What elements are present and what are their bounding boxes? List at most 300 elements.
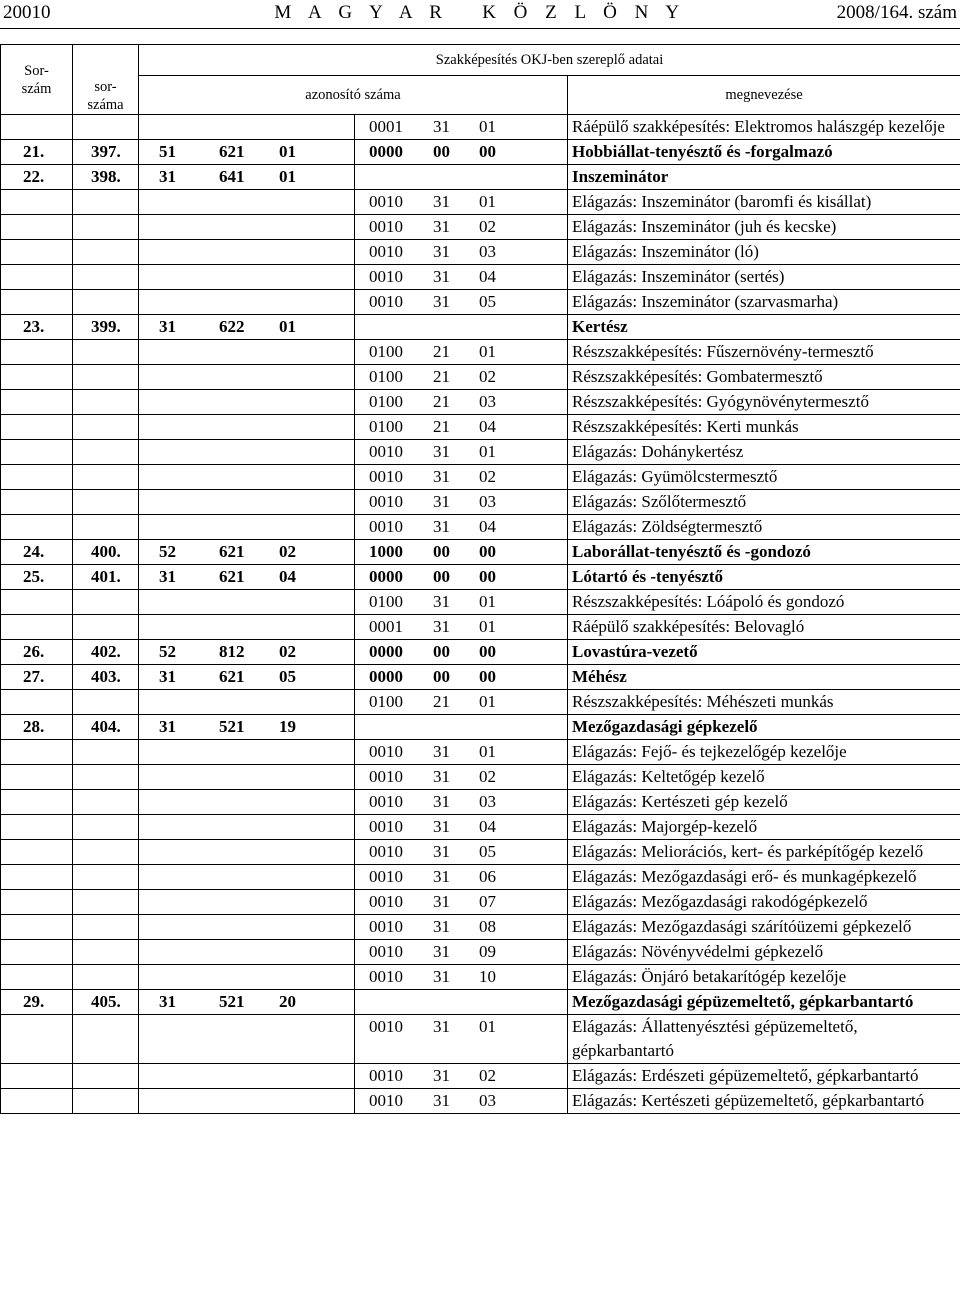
branch-code-part: 00: [433, 542, 450, 561]
row-name: Elágazás: Inszeminátor (baromfi és kisállat): [568, 190, 960, 215]
branch-code-part: 0010: [369, 492, 403, 511]
branch-code-part: 04: [479, 817, 496, 836]
table-row: [1, 1089, 960, 1114]
page-header: [0, 0, 960, 26]
row-branch-code: [355, 1089, 568, 1114]
branch-code-part: 0010: [369, 1066, 403, 1085]
branch-code-part: 0010: [369, 842, 403, 861]
row-alsorszam: [73, 965, 139, 990]
branch-code-part: 0010: [369, 742, 403, 761]
row-identifier: [139, 690, 355, 715]
row-branch-code: [355, 215, 568, 240]
row-name: Laborállat-tenyésztő és -gondozó: [568, 540, 960, 565]
table-row: [1, 515, 960, 540]
row-name: Elágazás: Mezőgazdasági erő- és munkagépkezelő: [568, 865, 960, 890]
branch-code-part: 31: [433, 767, 450, 786]
branch-code-part: 01: [479, 192, 496, 211]
row-sorszam: [1, 915, 73, 940]
branch-code-part: 00: [433, 567, 450, 586]
row-name: Elágazás: Meliorációs, kert- és parképítőgép kezelő: [568, 840, 960, 865]
row-branch-code: [355, 740, 568, 765]
table-row: [1, 365, 960, 390]
branch-code-part: 06: [479, 867, 496, 886]
identifier-part: 621: [219, 567, 245, 586]
row-identifier: [139, 840, 355, 865]
row-name: Méhész: [568, 665, 960, 690]
branch-code-part: 31: [433, 617, 450, 636]
branch-code-part: 0010: [369, 817, 403, 836]
branch-code-part: 03: [479, 492, 496, 511]
row-branch-code: [355, 940, 568, 965]
row-alsorszam: [73, 415, 139, 440]
row-name: Részszakképesítés: Gombatermesztő: [568, 365, 960, 390]
branch-code-part: 0100: [369, 417, 403, 436]
row-identifier: [139, 565, 355, 590]
qualification-table: [0, 44, 960, 1114]
branch-code-part: 0000: [369, 667, 403, 686]
table-body: [1, 115, 960, 1114]
row-name: Lovastúra-vezető: [568, 640, 960, 665]
row-name: Elágazás: Mezőgazdasági szárítóüzemi gépkezelő: [568, 915, 960, 940]
branch-code-part: 0010: [369, 1017, 403, 1036]
table-row: [1, 915, 960, 940]
row-sorszam: 27.: [1, 665, 73, 690]
branch-code-part: 00: [433, 142, 450, 161]
row-branch-code: [355, 390, 568, 415]
row-sorszam: [1, 815, 73, 840]
row-identifier: [139, 240, 355, 265]
identifier-part: 812: [219, 642, 245, 661]
row-alsorszam: [73, 465, 139, 490]
branch-code-part: 31: [433, 1017, 450, 1036]
branch-code-part: 31: [433, 867, 450, 886]
identifier-part: 31: [159, 567, 176, 586]
branch-code-part: 0010: [369, 767, 403, 786]
row-sorszam: 23.: [1, 315, 73, 340]
row-sorszam: [1, 615, 73, 640]
row-branch-code: [355, 1015, 568, 1064]
identifier-part: 621: [219, 542, 245, 561]
row-identifier: [139, 940, 355, 965]
table-row: [1, 990, 960, 1015]
col-header-group: Szakképesítés OKJ-ben szereplő adatai: [139, 45, 960, 76]
row-sorszam: 25.: [1, 565, 73, 590]
branch-code-part: 31: [433, 242, 450, 261]
row-sorszam: [1, 1015, 73, 1064]
row-identifier: [139, 665, 355, 690]
row-branch-code: [355, 790, 568, 815]
branch-code-part: 0010: [369, 792, 403, 811]
table-row: [1, 140, 960, 165]
row-alsorszam: [73, 790, 139, 815]
row-branch-code: [355, 115, 568, 140]
branch-code-part: 02: [479, 217, 496, 236]
identifier-part: 52: [159, 642, 176, 661]
row-name: Elágazás: Kertészeti gép kezelő: [568, 790, 960, 815]
table-row: [1, 390, 960, 415]
branch-code-part: 31: [433, 467, 450, 486]
branch-code-part: 00: [479, 567, 496, 586]
branch-code-part: 0000: [369, 642, 403, 661]
table-row: [1, 490, 960, 515]
row-alsorszam: [73, 1064, 139, 1089]
row-alsorszam: [73, 765, 139, 790]
row-name: Elágazás: Keltetőgép kezelő: [568, 765, 960, 790]
table-row: [1, 740, 960, 765]
row-branch-code: [355, 465, 568, 490]
row-name: Mezőgazdasági gépüzemeltető, gépkarbantartó: [568, 990, 960, 1015]
branch-code-part: 31: [433, 292, 450, 311]
branch-code-part: 0010: [369, 217, 403, 236]
branch-code-part: 0100: [369, 367, 403, 386]
row-sorszam: [1, 290, 73, 315]
row-name: Elágazás: Dohánykertész: [568, 440, 960, 465]
row-sorszam: [1, 765, 73, 790]
row-branch-code: [355, 965, 568, 990]
row-sorszam: [1, 115, 73, 140]
branch-code-part: 31: [433, 842, 450, 861]
branch-code-part: 00: [479, 667, 496, 686]
branch-code-part: 01: [479, 1017, 496, 1036]
branch-code-part: 31: [433, 117, 450, 136]
table-row: [1, 965, 960, 990]
table-row: [1, 240, 960, 265]
header-rule: [0, 28, 960, 29]
branch-code-part: 0010: [369, 517, 403, 536]
row-name: Kertész: [568, 315, 960, 340]
row-alsorszam: [73, 590, 139, 615]
branch-code-part: 0100: [369, 392, 403, 411]
row-alsorszam: 398.: [73, 165, 139, 190]
row-branch-code: [355, 590, 568, 615]
row-alsorszam: [73, 265, 139, 290]
branch-code-part: 31: [433, 192, 450, 211]
table-row: [1, 815, 960, 840]
branch-code-part: 0001: [369, 117, 403, 136]
branch-code-part: 03: [479, 242, 496, 261]
row-alsorszam: [73, 815, 139, 840]
row-alsorszam: 397.: [73, 140, 139, 165]
row-branch-code: [355, 265, 568, 290]
branch-code-part: 0000: [369, 567, 403, 586]
branch-code-part: 05: [479, 842, 496, 861]
table-row: [1, 690, 960, 715]
row-identifier: [139, 390, 355, 415]
row-identifier: [139, 440, 355, 465]
branch-code-part: 31: [433, 792, 450, 811]
issue-number: 2008/164. szám: [836, 2, 957, 23]
branch-code-part: 01: [479, 692, 496, 711]
page-number: 20010: [3, 2, 51, 23]
branch-code-part: 01: [479, 592, 496, 611]
branch-code-part: 31: [433, 517, 450, 536]
row-identifier: [139, 215, 355, 240]
branch-code-part: 0010: [369, 1091, 403, 1110]
row-sorszam: [1, 465, 73, 490]
row-sorszam: [1, 740, 73, 765]
row-alsorszam: [73, 340, 139, 365]
row-identifier: [139, 265, 355, 290]
branch-code-part: 31: [433, 742, 450, 761]
branch-code-part: 04: [479, 267, 496, 286]
row-name: Elágazás: Fejő- és tejkezelőgép kezelője: [568, 740, 960, 765]
row-sorszam: [1, 390, 73, 415]
row-alsorszam: 403.: [73, 665, 139, 690]
row-identifier: [139, 415, 355, 440]
row-alsorszam: [73, 515, 139, 540]
branch-code-part: 31: [433, 917, 450, 936]
row-branch-code: [355, 190, 568, 215]
branch-code-part: 0000: [369, 142, 403, 161]
branch-code-part: 0010: [369, 442, 403, 461]
branch-code-part: 01: [479, 117, 496, 136]
row-sorszam: 26.: [1, 640, 73, 665]
branch-code-part: 0100: [369, 592, 403, 611]
row-name: Mezőgazdasági gépkezelő: [568, 715, 960, 740]
identifier-part: 04: [279, 567, 296, 586]
row-identifier: [139, 990, 355, 1015]
row-identifier: [139, 540, 355, 565]
row-name: Elágazás: Mezőgazdasági rakodógépkezelő: [568, 890, 960, 915]
identifier-part: 19: [279, 717, 296, 736]
row-branch-code: [355, 365, 568, 390]
row-sorszam: [1, 790, 73, 815]
branch-code-part: 04: [479, 417, 496, 436]
branch-code-part: 04: [479, 517, 496, 536]
row-name: Inszeminátor: [568, 165, 960, 190]
row-name: Ráépülő szakképesítés: Belovagló: [568, 615, 960, 640]
row-sorszam: [1, 490, 73, 515]
table-row: [1, 615, 960, 640]
row-identifier: [139, 640, 355, 665]
table-row: [1, 890, 960, 915]
row-sorszam: [1, 965, 73, 990]
identifier-part: 31: [159, 317, 176, 336]
row-alsorszam: [73, 915, 139, 940]
journal-title: M A G Y A R K Ö Z L Ö N Y: [274, 2, 686, 23]
row-sorszam: [1, 865, 73, 890]
table-row: [1, 165, 960, 190]
row-sorszam: [1, 515, 73, 540]
branch-code-part: 0010: [369, 967, 403, 986]
row-alsorszam: [73, 890, 139, 915]
row-identifier: [139, 790, 355, 815]
row-alsorszam: [73, 840, 139, 865]
table-row: [1, 340, 960, 365]
row-alsorszam: [73, 365, 139, 390]
row-identifier: [139, 590, 355, 615]
identifier-part: 20: [279, 992, 296, 1011]
identifier-part: 621: [219, 142, 245, 161]
row-alsorszam: [73, 115, 139, 140]
row-alsorszam: [73, 1015, 139, 1064]
table-row: [1, 465, 960, 490]
table-row: [1, 665, 960, 690]
branch-code-part: 0010: [369, 942, 403, 961]
branch-code-part: 31: [433, 492, 450, 511]
row-name: Elágazás: Inszeminátor (juh és kecske): [568, 215, 960, 240]
table-row: [1, 215, 960, 240]
identifier-part: 521: [219, 717, 245, 736]
row-sorszam: [1, 415, 73, 440]
branch-code-part: 07: [479, 892, 496, 911]
identifier-part: 31: [159, 717, 176, 736]
identifier-part: 31: [159, 167, 176, 186]
row-branch-code: [355, 840, 568, 865]
row-identifier: [139, 365, 355, 390]
branch-code-part: 0010: [369, 292, 403, 311]
row-sorszam: [1, 440, 73, 465]
row-sorszam: [1, 940, 73, 965]
row-branch-code: [355, 340, 568, 365]
row-identifier: [139, 490, 355, 515]
identifier-part: 622: [219, 317, 245, 336]
branch-code-part: 31: [433, 1066, 450, 1085]
identifier-part: 01: [279, 142, 296, 161]
row-sorszam: 21.: [1, 140, 73, 165]
row-name: Részszakképesítés: Méhészeti munkás: [568, 690, 960, 715]
identifier-part: 52: [159, 542, 176, 561]
row-name: Részszakképesítés: Lóápoló és gondozó: [568, 590, 960, 615]
table-row: [1, 415, 960, 440]
branch-code-part: 0100: [369, 342, 403, 361]
branch-code-part: 21: [433, 692, 450, 711]
branch-code-part: 02: [479, 467, 496, 486]
table-row: [1, 590, 960, 615]
row-branch-code: [355, 515, 568, 540]
row-name: Elágazás: Kertészeti gépüzemeltető, gépkarbantartó: [568, 1089, 960, 1114]
branch-code-part: 0010: [369, 242, 403, 261]
row-branch-code: [355, 765, 568, 790]
branch-code-part: 21: [433, 342, 450, 361]
table-row: [1, 115, 960, 140]
row-alsorszam: 401.: [73, 565, 139, 590]
branch-code-part: 01: [479, 617, 496, 636]
row-sorszam: [1, 890, 73, 915]
row-alsorszam: [73, 190, 139, 215]
branch-code-part: 1000: [369, 542, 403, 561]
row-identifier: [139, 515, 355, 540]
row-branch-code: [355, 990, 568, 1015]
branch-code-part: 31: [433, 217, 450, 236]
identifier-part: 05: [279, 667, 296, 686]
row-name: Részszakképesítés: Fűszernövény-termesztő: [568, 340, 960, 365]
row-sorszam: [1, 265, 73, 290]
row-identifier: [139, 765, 355, 790]
branch-code-part: 21: [433, 367, 450, 386]
identifier-part: 51: [159, 142, 176, 161]
row-branch-code: [355, 290, 568, 315]
row-branch-code: [355, 865, 568, 890]
identifier-part: 31: [159, 992, 176, 1011]
branch-code-part: 31: [433, 942, 450, 961]
row-branch-code: [355, 1064, 568, 1089]
branch-code-part: 09: [479, 942, 496, 961]
table-row: [1, 790, 960, 815]
row-identifier: [139, 140, 355, 165]
row-name: Elágazás: Majorgép-kezelő: [568, 815, 960, 840]
branch-code-part: 01: [479, 342, 496, 361]
identifier-part: 01: [279, 317, 296, 336]
branch-code-part: 00: [479, 142, 496, 161]
row-name: Elágazás: Gyümölcstermesztő: [568, 465, 960, 490]
branch-code-part: 31: [433, 817, 450, 836]
row-name: Részszakképesítés: Kerti munkás: [568, 415, 960, 440]
row-alsorszam: [73, 940, 139, 965]
branch-code-part: 02: [479, 767, 496, 786]
row-identifier: [139, 165, 355, 190]
table-row: [1, 865, 960, 890]
row-name: Lótartó és -tenyésztő: [568, 565, 960, 590]
identifier-part: 641: [219, 167, 245, 186]
row-branch-code: [355, 665, 568, 690]
row-identifier: [139, 1089, 355, 1114]
row-name: Részszakképesítés: Gyógynövénytermesztő: [568, 390, 960, 415]
row-identifier: [139, 1064, 355, 1089]
row-alsorszam: [73, 215, 139, 240]
branch-code-part: 00: [433, 642, 450, 661]
branch-code-part: 03: [479, 792, 496, 811]
table-row: [1, 565, 960, 590]
row-identifier: [139, 740, 355, 765]
row-branch-code: [355, 440, 568, 465]
identifier-part: 02: [279, 642, 296, 661]
branch-code-part: 00: [479, 642, 496, 661]
row-identifier: [139, 190, 355, 215]
row-branch-code: [355, 640, 568, 665]
row-sorszam: [1, 690, 73, 715]
row-identifier: [139, 290, 355, 315]
row-alsorszam: [73, 690, 139, 715]
row-name: Ráépülő szakképesítés: Elektromos halászgép kezelője: [568, 115, 960, 140]
branch-code-part: 21: [433, 392, 450, 411]
row-name: Elágazás: Inszeminátor (sertés): [568, 265, 960, 290]
branch-code-part: 0010: [369, 892, 403, 911]
branch-code-part: 01: [479, 742, 496, 761]
branch-code-part: 21: [433, 417, 450, 436]
row-sorszam: [1, 340, 73, 365]
identifier-part: 621: [219, 667, 245, 686]
row-identifier: [139, 465, 355, 490]
identifier-part: 02: [279, 542, 296, 561]
row-branch-code: [355, 165, 568, 190]
row-branch-code: [355, 690, 568, 715]
branch-code-part: 31: [433, 592, 450, 611]
row-alsorszam: [73, 240, 139, 265]
row-sorszam: [1, 1064, 73, 1089]
branch-code-part: 0010: [369, 917, 403, 936]
row-branch-code: [355, 140, 568, 165]
table-row: [1, 440, 960, 465]
row-branch-code: [355, 415, 568, 440]
identifier-part: 521: [219, 992, 245, 1011]
branch-code-part: 00: [479, 542, 496, 561]
col-header-azonosito: azonosító száma: [139, 76, 568, 115]
row-sorszam: [1, 215, 73, 240]
row-name: Elágazás: Inszeminátor (szarvasmarha): [568, 290, 960, 315]
table-row: [1, 540, 960, 565]
col-header-megnevezes: megnevezése: [568, 76, 960, 115]
row-alsorszam: 405.: [73, 990, 139, 1015]
row-identifier: [139, 615, 355, 640]
row-identifier: [139, 890, 355, 915]
row-alsorszam: 402.: [73, 640, 139, 665]
branch-code-part: 31: [433, 967, 450, 986]
row-alsorszam: [73, 1089, 139, 1114]
row-alsorszam: [73, 865, 139, 890]
branch-code-part: 0010: [369, 467, 403, 486]
branch-code-part: 03: [479, 1091, 496, 1110]
